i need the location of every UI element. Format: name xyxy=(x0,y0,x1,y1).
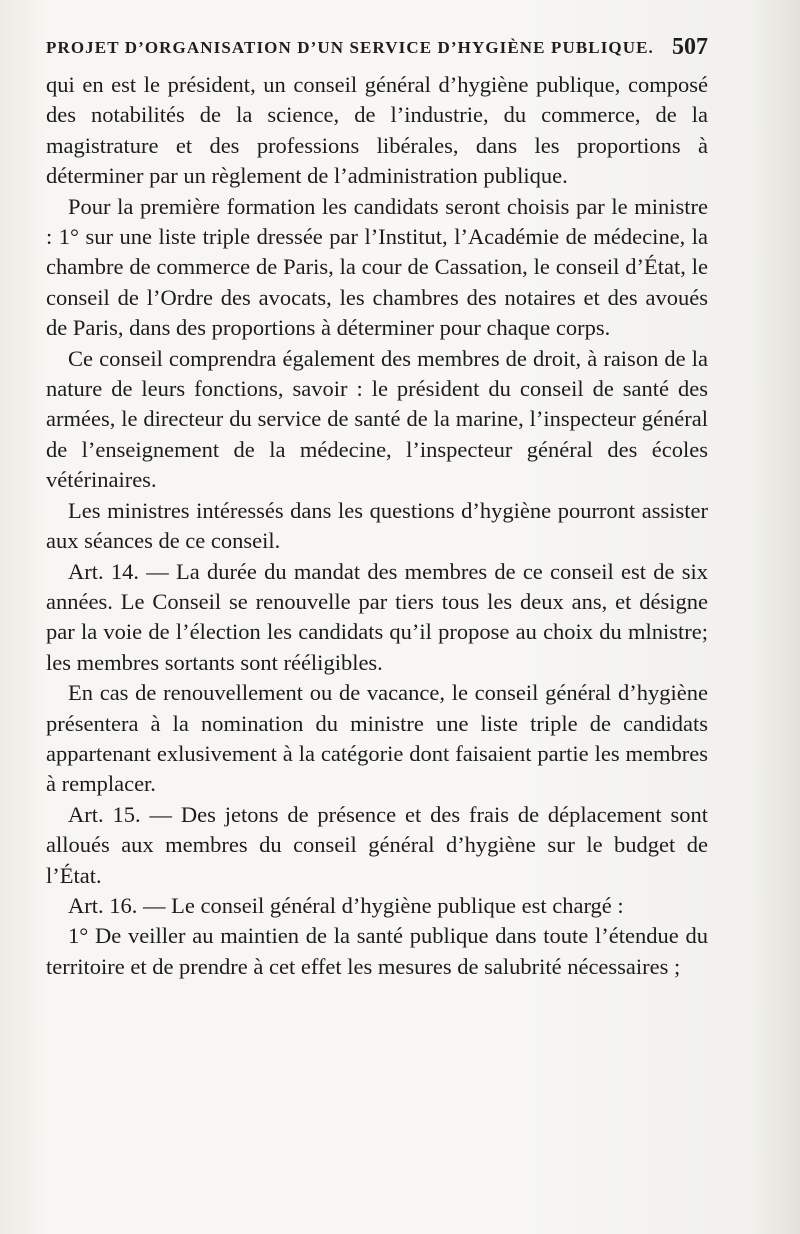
body-text xyxy=(46,70,708,982)
page-number: 507 xyxy=(672,34,708,60)
paragraph-ministers: Les ministres intéressés dans les questions d’hygiène pourront assister aux séances de ce conseil. xyxy=(46,497,708,554)
paragraph-first-formation: Pour la première formation les candidats seront choisis par le ministre : 1° sur une liste triple dressée par l’Institut, l’Académie de médecine, la chambre de commerce de Paris, la cour de Cassation, le conseil d’État, le conseil de l’Ordre des avocats, les chambres des notaires et des avoués de Paris, dans des proportions à déterminer pour chaque corps. xyxy=(46,193,708,341)
paragraph-members-de-droit: Ce conseil comprendra également des membres de droit, à raison de la nature de leurs fonctions, savoir : le président du conseil de santé des armées, le directeur du service de santé de la marine, l’inspecteur général de l’enseignement de la médecine, l’inspecteur général des écoles vétérinaires. xyxy=(46,345,708,493)
page-header xyxy=(46,34,708,64)
running-title: PROJET D’ORGANISATION D’UN SERVICE D’HYGIÈNE PUBLIQUE. xyxy=(46,38,654,57)
paragraph-continuation: qui en est le président, un conseil général d’hygiène publique, composé des notabilités de la science, de l’industrie, du commerce, de la magistrature et des professions libérales, dans les proportions à déterminer par un règlement de l’administration publique. xyxy=(46,72,708,189)
paragraph-duty-1: 1° De veiller au maintien de la santé publique dans toute l’étendue du territoire et de prendre à cet effet les mesures de salubrité nécessaires ; xyxy=(46,923,708,979)
paragraph-vacancy: En cas de renouvellement ou de vacance, le conseil général d’hygiène présentera à la nomination du ministre une liste triple de candidats appartenant exlusivement à la catégorie dont faisaient partie les membres à remplacer. xyxy=(46,680,708,797)
paragraph-article-15: Art. 15. — Des jetons de présence et des frais de déplacement sont alloués aux membres du conseil général d’hygiène sur le budget de l’État. xyxy=(46,801,708,888)
paragraph-article-14: Art. 14. — La durée du mandat des membres de ce conseil est de six années. Le Conseil se renouvelle par tiers tous les deux ans, et désigne par la voie de l’élection les candidats qu’il propose au choix du mlnistre; les membres sortants sont rééligibles. xyxy=(46,558,708,675)
paragraph-article-16: Art. 16. — Le conseil général d’hygiène publique est chargé : xyxy=(68,892,624,918)
